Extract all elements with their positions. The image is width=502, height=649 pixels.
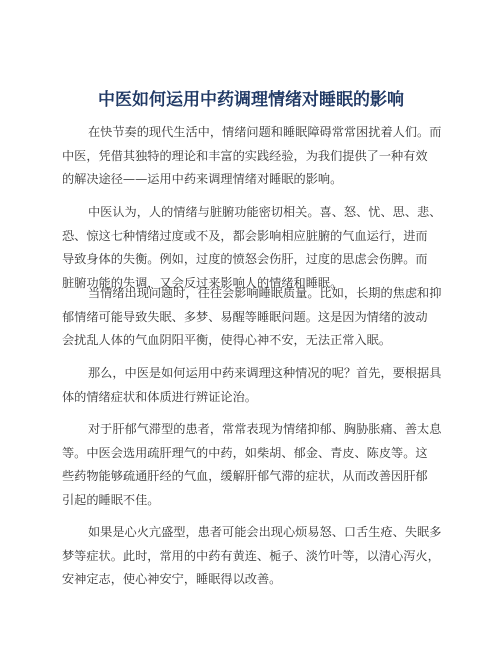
paragraph-sleep-quality bbox=[62, 282, 442, 353]
paragraph-line: 在快节奏的现代生活中，情绪问题和睡眠障碍常常困扰着人们。而 bbox=[88, 125, 442, 139]
paragraph-line: 恐、惊这七种情绪过度或不及，都会影响相应脏腑的气血运行，进而 bbox=[62, 228, 428, 243]
paragraph-intro bbox=[62, 121, 442, 192]
paragraph-approach bbox=[62, 362, 442, 409]
document-title: 中医如何运用中药调理情绪对睡眠的影响 bbox=[98, 90, 404, 110]
paragraph-line: 脏腑功能的失调，又会反过来影响人的情绪和睡眠。 bbox=[62, 275, 343, 290]
paragraph-line: 些药物能够疏通肝经的气血，缓解肝郁气滞的症状，从而改善因肝郁 bbox=[62, 469, 428, 483]
paragraph-line: 引起的睡眠不佳。 bbox=[62, 492, 160, 507]
paragraph-line: 中医认为，人的情绪与脏腑功能密切相关。喜、怒、忧、思、悲、 bbox=[88, 205, 442, 219]
paragraph-line: 对于肝郁气滞型的患者，常常表现为情绪抑郁、胸胁胀痛、善太息 bbox=[88, 422, 442, 436]
paragraph-emotion-organs bbox=[62, 201, 442, 295]
paragraph-line: 会扰乱人体的气血阴阳平衡，使得心神不安，无法正常入眠。 bbox=[62, 333, 392, 347]
paragraph-liver-qi bbox=[62, 418, 442, 512]
paragraph-line: 的解决途径——运用中药来调理情绪对睡眠的影响。 bbox=[62, 172, 343, 186]
paragraph-line: 等。中医会选用疏肝理气的中药，如柴胡、郁金、青皮、陈皮等。这 bbox=[62, 445, 428, 460]
paragraph-line: 体的情绪症状和体质进行辨证论治。 bbox=[62, 389, 257, 404]
paragraph-line: 郁情绪可能导致失眠、多梦、易醒等睡眠问题。这是因为情绪的波动 bbox=[62, 309, 428, 324]
paragraph-line: 那么，中医是如何运用中药来调理这种情况的呢？首先，要根据具 bbox=[88, 366, 442, 380]
paragraph-line: 如果是心火亢盛型，患者可能会出现心烦易怒、口舌生疮、失眠多 bbox=[88, 525, 442, 539]
paragraph-line: 梦等症状。此时，常用的中药有黄连、栀子、淡竹叶等，以清心泻火， bbox=[62, 548, 440, 563]
paragraph-line: 当情绪出现问题时，往往会影响睡眠质量。比如，长期的焦虑和抑 bbox=[88, 286, 442, 300]
paragraph-heart-fire bbox=[62, 521, 442, 592]
paragraph-line: 中医，凭借其独特的理论和丰富的实践经验，为我们提供了一种有效 bbox=[62, 148, 428, 163]
paragraph-line: 导致身体的失衡。例如，过度的愤怒会伤肝，过度的思虑会伤脾。而 bbox=[62, 252, 428, 266]
paragraph-line: 安神定志，使心神安宁，睡眠得以改善。 bbox=[62, 572, 282, 586]
